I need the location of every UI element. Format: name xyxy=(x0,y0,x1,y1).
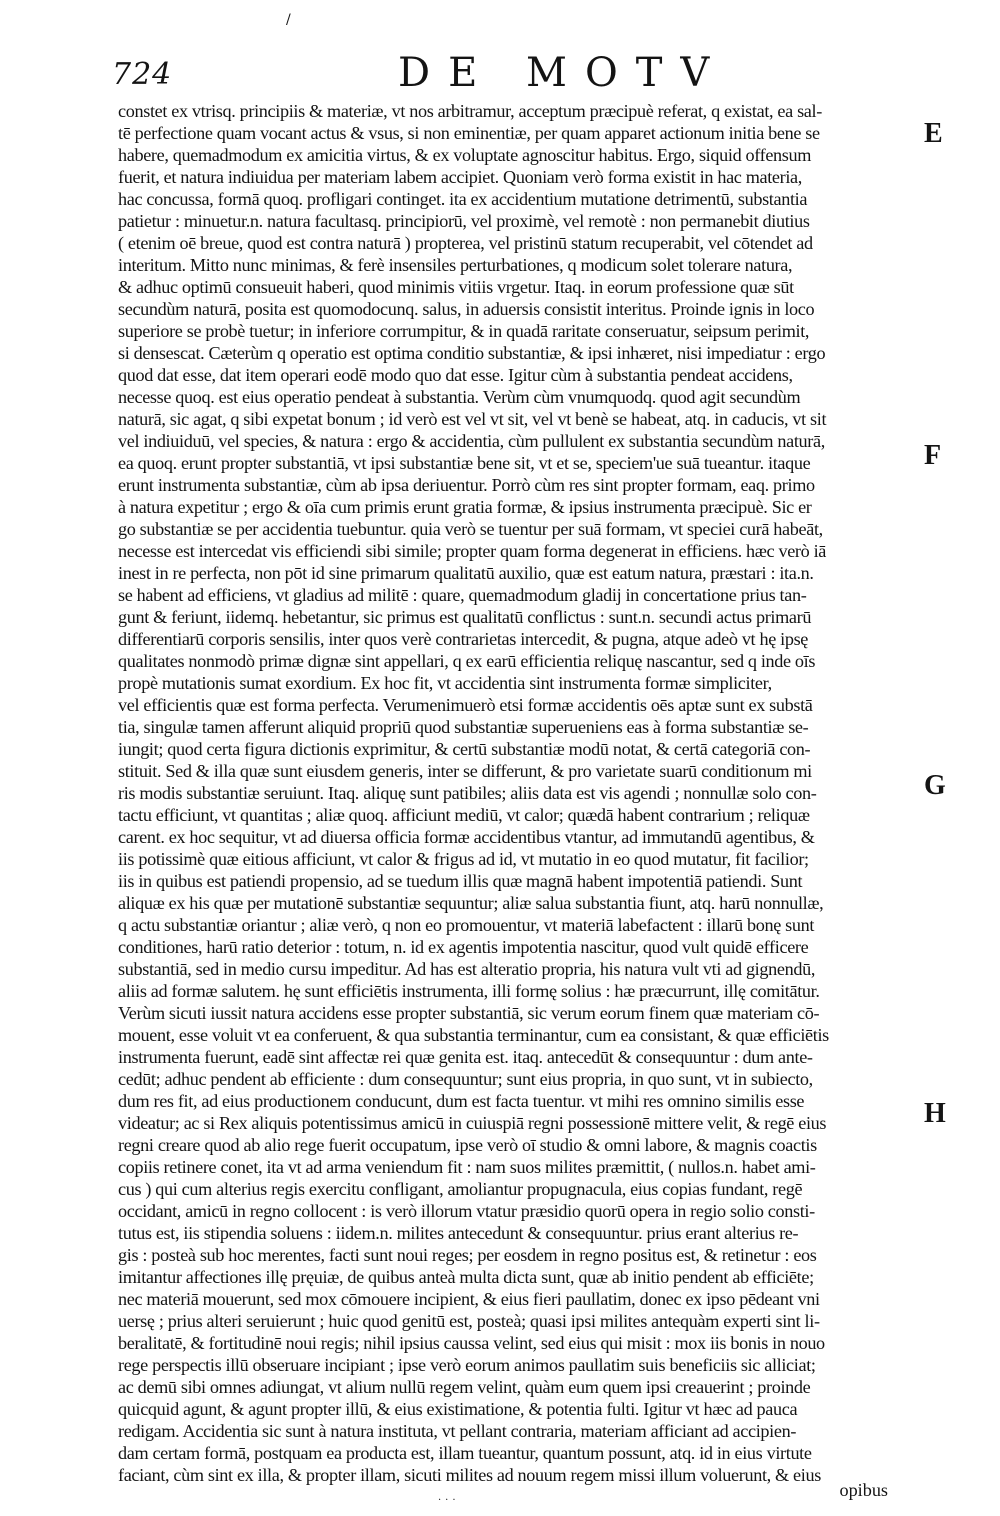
page-number: 724 xyxy=(112,57,173,92)
text-line: nec materiā mouerunt, sed mox cōmouere incipient, & eius fieri paullatim, donec ex ipso pēdeant vni xyxy=(118,1289,820,1309)
text-line: superiore se probè tuetur; in inferiore corrumpitur, & in quadā raritate conseruatur, seipsum perimit, xyxy=(118,321,810,341)
text-line: imitantur affectiones illę pręuiæ, de quibus anteà multa dicta sunt, quæ ab initio pendent ab efficiēte; xyxy=(118,1267,814,1287)
text-line: vel efficientis quæ est forma perfecta. Verumenimuerò etsi formæ accidentis oēs aptæ sunt ex substā xyxy=(118,695,813,715)
text-line: habere, quemadmodum ex amicitia virtus, & ex voluptate agnoscitur habitus. Ergo, siquid offensum xyxy=(118,145,812,165)
text-line: dam certam formā, postquam ea producta est, illam tueantur, quantum possunt, atq. id in eius virtute xyxy=(118,1443,812,1463)
text-line: q actu substantiæ oriantur ; aliæ verò, q non eo promouentur, vt materiā labefactent : illarū bonę sunt xyxy=(118,915,815,935)
text-line: ac demū sibi omnes adiungat, vt alium nullū regem velint, quàm eum quem ipsi creauerint ; proinde xyxy=(118,1377,811,1397)
text-line: redigam. Accidentia sic sunt à natura instituta, vt pellant contraria, materiam afficiant ad accipien- xyxy=(118,1421,797,1441)
top-mark: / xyxy=(286,12,291,28)
text-line: rege perspectis illū obseruare incipiant ; ipse verò eorum animos paullatim suis beneficiis sic alliciat; xyxy=(118,1355,816,1375)
text-line: occidant, amicū in regno collocent : is verò illorum vtatur præsidio quorū opera in regio solio consti- xyxy=(118,1201,815,1221)
text-line: hac concussa, formā quoq. profligari continget. ita ex accidentium mutatione detrimentū, substantia xyxy=(118,189,808,209)
text-line: iungit; quod certa figura dictionis exprimitur, & certū substantiæ modū notat, & certā categoriā con- xyxy=(118,739,811,759)
text-line: naturā, sic agat, q sibi expetat bonum ; id verò est vel vt sit, vel vt benè se habeat, atq. in caducis, vt sit xyxy=(118,409,827,429)
text-line: quicquid agunt, & agunt propter illū, & eius existimatione, & potentia fulti. Igitur vt hæc ad pauca xyxy=(118,1399,798,1419)
text-line: à natura expetitur ; ergo & oīa cum primis erunt gratia formæ, & ipsius instrumenta præcipuè. Sic er xyxy=(118,497,812,517)
text-line: patietur : minuetur.n. natura facultasq. principiorū, vel proximè, vel remotè : non permanebit diutius xyxy=(118,211,810,231)
text-line: iis potissimè quæ eitious afficiunt, vt calor & frigus ad id, vt mutatio in eo quod mutatur, fit facilior; xyxy=(118,849,809,869)
text-line: carent. ex hoc sequitur, vt ad diuersa officia formæ accidentibus vtantur, ad immutandū agentibus, & xyxy=(118,827,815,847)
text-line: & adhuc optimū consueuit haberi, quod minimis vitiis vrgetur. Itaq. in eorum professione quæ sūt xyxy=(118,277,794,297)
text-line: propè mutationis sumat exordium. Ex hoc fit, vt accidentia sint instrumenta formæ simpliciter, xyxy=(118,673,772,693)
text-line: ris modis substantiæ seruiunt. Itaq. aliquę sunt patibiles; aliis data est vis agendi ; nonnullæ solo con- xyxy=(118,783,817,803)
body-text xyxy=(118,100,908,1486)
margin-letter-g: G xyxy=(924,770,946,801)
text-line: cedūt; adhuc pendent ab efficiente : dum consequuntur; sunt eius propria, in quo sunt, vt in subiecto, xyxy=(118,1069,813,1089)
running-head: DE MOTV xyxy=(398,50,728,96)
text-line: conditiones, harū ratio deterior : totum, n. id ex agentis impotentia nascitur, quod vult quidē efficere xyxy=(118,937,809,957)
text-line: ( etenim oē breue, quod est contra naturā ) propterea, vel pristinū statum recuperabit, vel cōtendet ad xyxy=(118,233,813,253)
text-line: qualitates nonmodò primæ dignæ sint appellari, q ex earū efficientia reliquę nascantur, sed q inde oīs xyxy=(118,651,816,671)
text-line: go substantiæ se per accidentia tuebuntur. quia verò se tuentur per suā formam, vt speciei curā habeāt, xyxy=(118,519,823,539)
text-line: tē perfectione quam vocant actus & vsus, si non eminentiæ, per quam apparet actionum initia bene se xyxy=(118,123,820,143)
text-line: si densescat. Cæterùm q operatio est optima conditio substantiæ, & ipsi inhæret, nisi impediatur : ergo xyxy=(118,343,826,363)
text-line: tactu efficiunt, vt quantitas ; aliæ quoq. afficiunt mediū, vt calor; quædā habent contrarium ; reliquæ xyxy=(118,805,810,825)
text-line: necesse est intercedat vis efficiendi sibi simile; propter quam forma degenerat in efficiens. hæc verò iā xyxy=(118,541,826,561)
text-line: tia, singulæ tamen afferunt aliquid propriū quod substantiæ superueniens eas à forma substantiæ se- xyxy=(118,717,809,737)
text-line: tutus est, iis stipendia soluens : iidem.n. milites antecedunt & consequuntur. prius erant alterius re- xyxy=(118,1223,799,1243)
margin-letter-e: E xyxy=(924,118,943,149)
text-line: constet ex vtrisq. principiis & materiæ, vt nos arbitramur, acceptum præcipuè referat, q existat, ea sal- xyxy=(118,101,822,121)
text-line: Verùm sicuti iussit natura accidens esse propter substantiā, sic verum eorum finem quæ materiam cō- xyxy=(118,1003,820,1023)
text-line: videatur; ac si Rex aliquis potentissimus amicū in cuiuspiā regni possessionē mittere velit, & regē eius xyxy=(118,1113,827,1133)
text-line: beralitatē, & fortitudinē noui regis; nihil ipsius caussa velint, sed eius qui misit : mox iis bonis in nouo xyxy=(118,1333,825,1353)
bottom-mark: ... xyxy=(438,1492,460,1503)
margin-letter-h: H xyxy=(924,1098,946,1129)
text-line: necesse quoq. est eius operatio pendeat à substantia. Verùm cùm vnumquodq. quod agit secundùm xyxy=(118,387,801,407)
text-line: uersę ; prius alteri seruierunt ; huic quod genitū est, posteà; quasi ipsi milites antequàm experti sint li- xyxy=(118,1311,820,1331)
text-line: dum res fit, ad eius productionem conducunt, dum est facta tuentur. vt mihi res omnino similis esse xyxy=(118,1091,805,1111)
text-line: stituit. Sed & illa quæ sunt eiusdem generis, inter se differunt, & pro varietate suarū conditionum mi xyxy=(118,761,812,781)
text-line: iis in quibus est patiendi propensio, ad se tuedum illis quæ magnā habent impotentiā patiendi. Sunt xyxy=(118,871,803,891)
text-line: se habent ad efficiens, vt gladius ad militē : quare, quemadmodum gladij in concertatione prius tan- xyxy=(118,585,807,605)
text-line: aliquæ ex his quæ per mutationē substantiæ sequuntur; aliæ salua substantia fiunt, atq. harū nonnullæ, xyxy=(118,893,824,913)
text-line: erunt instrumenta substantiæ, cùm ab ipsa deriuentur. Porrò cùm res sint propter formam, eaq. primo xyxy=(118,475,815,495)
text-line: ea quoq. erunt propter substantiā, vt ipsi substantiæ bene sit, vt et se, speciem'ue suā tueantur. itaque xyxy=(118,453,811,473)
text-line: secundùm naturā, posita est quomodocunq. salus, in aduersis consistit interitus. Proinde ignis in loco xyxy=(118,299,815,319)
text-line: interitum. Mitto nunc minimas, & ferè insensiles perturbationes, q modicum solet tolerare natura, xyxy=(118,255,793,275)
text-line: fuerit, et natura indiuidua per materiam labem accipiet. Quoniam verò forma existit in hac materia, xyxy=(118,167,802,187)
text-line: vel indiuiduū, vel species, & natura : ergo & accidentia, cùm pullulent ex substantia secundùm naturā, xyxy=(118,431,825,451)
text-line: quod dat esse, dat item operari eodē modo quo dat esse. Igitur cùm à substantia pendeat accidens, xyxy=(118,365,793,385)
text-line: differentiarū corporis sensilis, inter quos verè contrarietas intercedit, & pugna, atque adeò vt hę ipsę xyxy=(118,629,809,649)
text-line: gunt & feriunt, iidemq. hebetantur, sic primus est qualitatū conflictus : sunt.n. secundi actus primarū xyxy=(118,607,812,627)
text-line: cus ) qui cum alterius regis exercitu confligant, amoliantur propugnacula, eius copias fundant, regē xyxy=(118,1179,803,1199)
text-line: aliis ad formæ salutem. hę sunt efficiētis instrumenta, illi formę solius : hæ præcurrunt, illę comitātur. xyxy=(118,981,820,1001)
text-line: copiis retinere conet, ita vt ad arma veniendum fit : nam suos milites præmittit, ( nullos.n. habet ami- xyxy=(118,1157,816,1177)
text-line: regni creare quod ab alio rege fuerit occupatum, ipse verò oī studio & omni labore, & magnis coactis xyxy=(118,1135,817,1155)
text-line: mouent, esse voluit vt ea conferuent, & qua substantia terminantur, cum ea consistant, & quæ efficiētis xyxy=(118,1025,829,1045)
text-line: instrumenta fuerunt, eadē sint affectæ rei quæ genita est. itaq. antecedūt & consequuntur : dum ante- xyxy=(118,1047,813,1067)
text-line: substantiā, sed in medio cursu impeditur. Ad has est alteratio propria, his natura vult vti ad gignendū, xyxy=(118,959,816,979)
text-line: inest in re perfecta, non pōt id sine primarum qualitatū auxilio, quæ est eatum natura, præstari : ita.n. xyxy=(118,563,814,583)
text-line: gis : posteà sub hoc merentes, facti sunt noui reges; per eosdem in regno positus est, & retinetur : eos xyxy=(118,1245,817,1265)
catchword: opibus xyxy=(839,1480,888,1500)
margin-letter-f: F xyxy=(924,440,942,471)
text-line: faciant, cùm sint ex illa, & propter illam, sicuti milites ad nouum regem missi illum voluerunt, & eius xyxy=(118,1465,821,1485)
